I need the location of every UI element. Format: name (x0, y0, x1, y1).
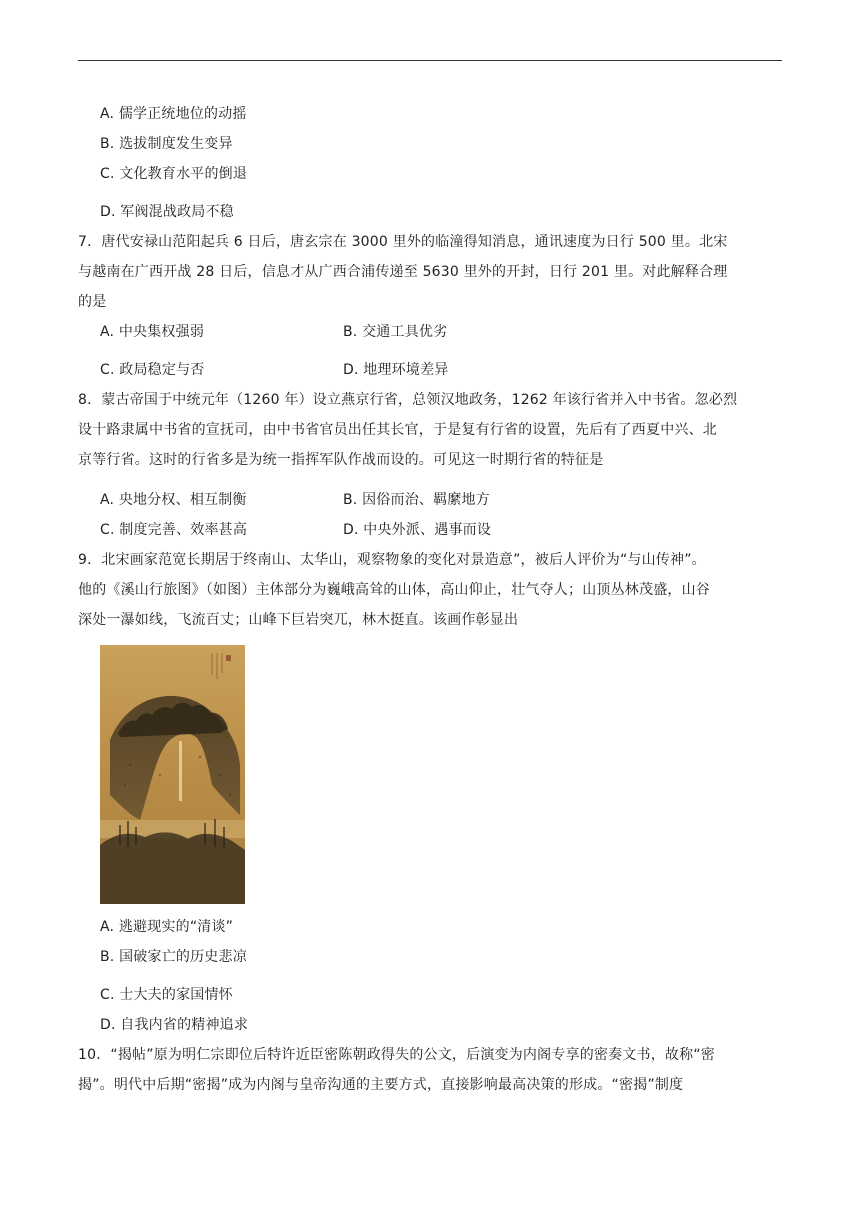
q8-option-a[interactable]: A. 央地分权、相互制衡 (100, 492, 247, 508)
q6-option-c[interactable]: C. 文化教育水平的倒退 (100, 166, 248, 182)
q8-stem-line-3: 京等行省。这时的行省多是为统一指挥军队作战而设的。可见这一时期行省的特征是 (78, 452, 604, 468)
q8-stem-line-2: 设十路隶属中书省的宣抚司，由中书省官员出任其长官，于是复有行省的设置，先后有了西夏中兴、北 (78, 422, 717, 438)
q10-stem-line-2: 揭”。明代中后期“密揭”成为内阁与皇帝沟通的主要方式，直接影响最高决策的形成。“密揭”制度 (78, 1077, 684, 1093)
q8-option-d[interactable]: D. 中央外派、遇事而设 (343, 522, 492, 538)
q9-stem-line-3: 深处一瀑如线，飞流百丈；山峰下巨岩突兀，林木挺直。该画作彰显出 (78, 612, 519, 628)
painting-image (100, 645, 245, 904)
q9-option-b[interactable]: B. 国破家亡的历史悲凉 (100, 949, 247, 965)
header-rule (78, 60, 782, 61)
q9-stem-line-2: 他的《溪山行旅图》（如图）主体部分为巍峨高耸的山体，高山仰止，壮气夺人；山顶丛林茂盛，山谷 (78, 582, 710, 598)
q8-option-b[interactable]: B. 因俗而治、羁縻地方 (343, 492, 490, 508)
q9-option-c[interactable]: C. 士大夫的家国情怀 (100, 987, 233, 1003)
q8-stem-line-1: 8．蒙古帝国于中统元年（1260 年）设立燕京行省，总领汉地政务，1262 年该行省并入中书省。忽必烈 (78, 392, 738, 408)
q7-option-c[interactable]: C. 政局稳定与否 (100, 362, 205, 378)
q9-stem-line-1: 9．北宋画家范宽长期居于终南山、太华山，观察物象的变化对景造意”，被后人评价为“与山传神”。 (78, 552, 706, 568)
q8-option-c[interactable]: C. 制度完善、效率甚高 (100, 522, 248, 538)
q7-option-b[interactable]: B. 交通工具优劣 (343, 324, 448, 340)
q6-option-d[interactable]: D. 军阀混战政局不稳 (100, 204, 234, 220)
q7-stem-line-1: 7．唐代安禄山范阳起兵 6 日后，唐玄宗在 3000 里外的临潼得知消息，通讯速度为日行 500 里。北宋 (78, 234, 728, 250)
q7-stem-line-3: 的是 (78, 294, 107, 310)
q7-stem-line-2: 与越南在广西开战 28 日后，信息才从广西合浦传递至 5630 里外的开封，日行 201 里。对此解释合理 (78, 264, 728, 280)
q9-option-d[interactable]: D. 自我内省的精神追求 (100, 1017, 249, 1033)
q10-stem-line-1: 10．“揭帖”原为明仁宗即位后特许近臣密陈朝政得失的公文，后演变为内阁专享的密奏文书，故称“密 (78, 1047, 715, 1063)
q9-option-a[interactable]: A. 逃避现实的“清谈” (100, 919, 234, 935)
q7-option-d[interactable]: D. 地理环境差异 (343, 362, 449, 378)
q6-option-b[interactable]: B. 选拔制度发生变异 (100, 136, 233, 152)
q6-option-a[interactable]: A. 儒学正统地位的动摇 (100, 106, 247, 122)
q7-option-a[interactable]: A. 中央集权强弱 (100, 324, 205, 340)
